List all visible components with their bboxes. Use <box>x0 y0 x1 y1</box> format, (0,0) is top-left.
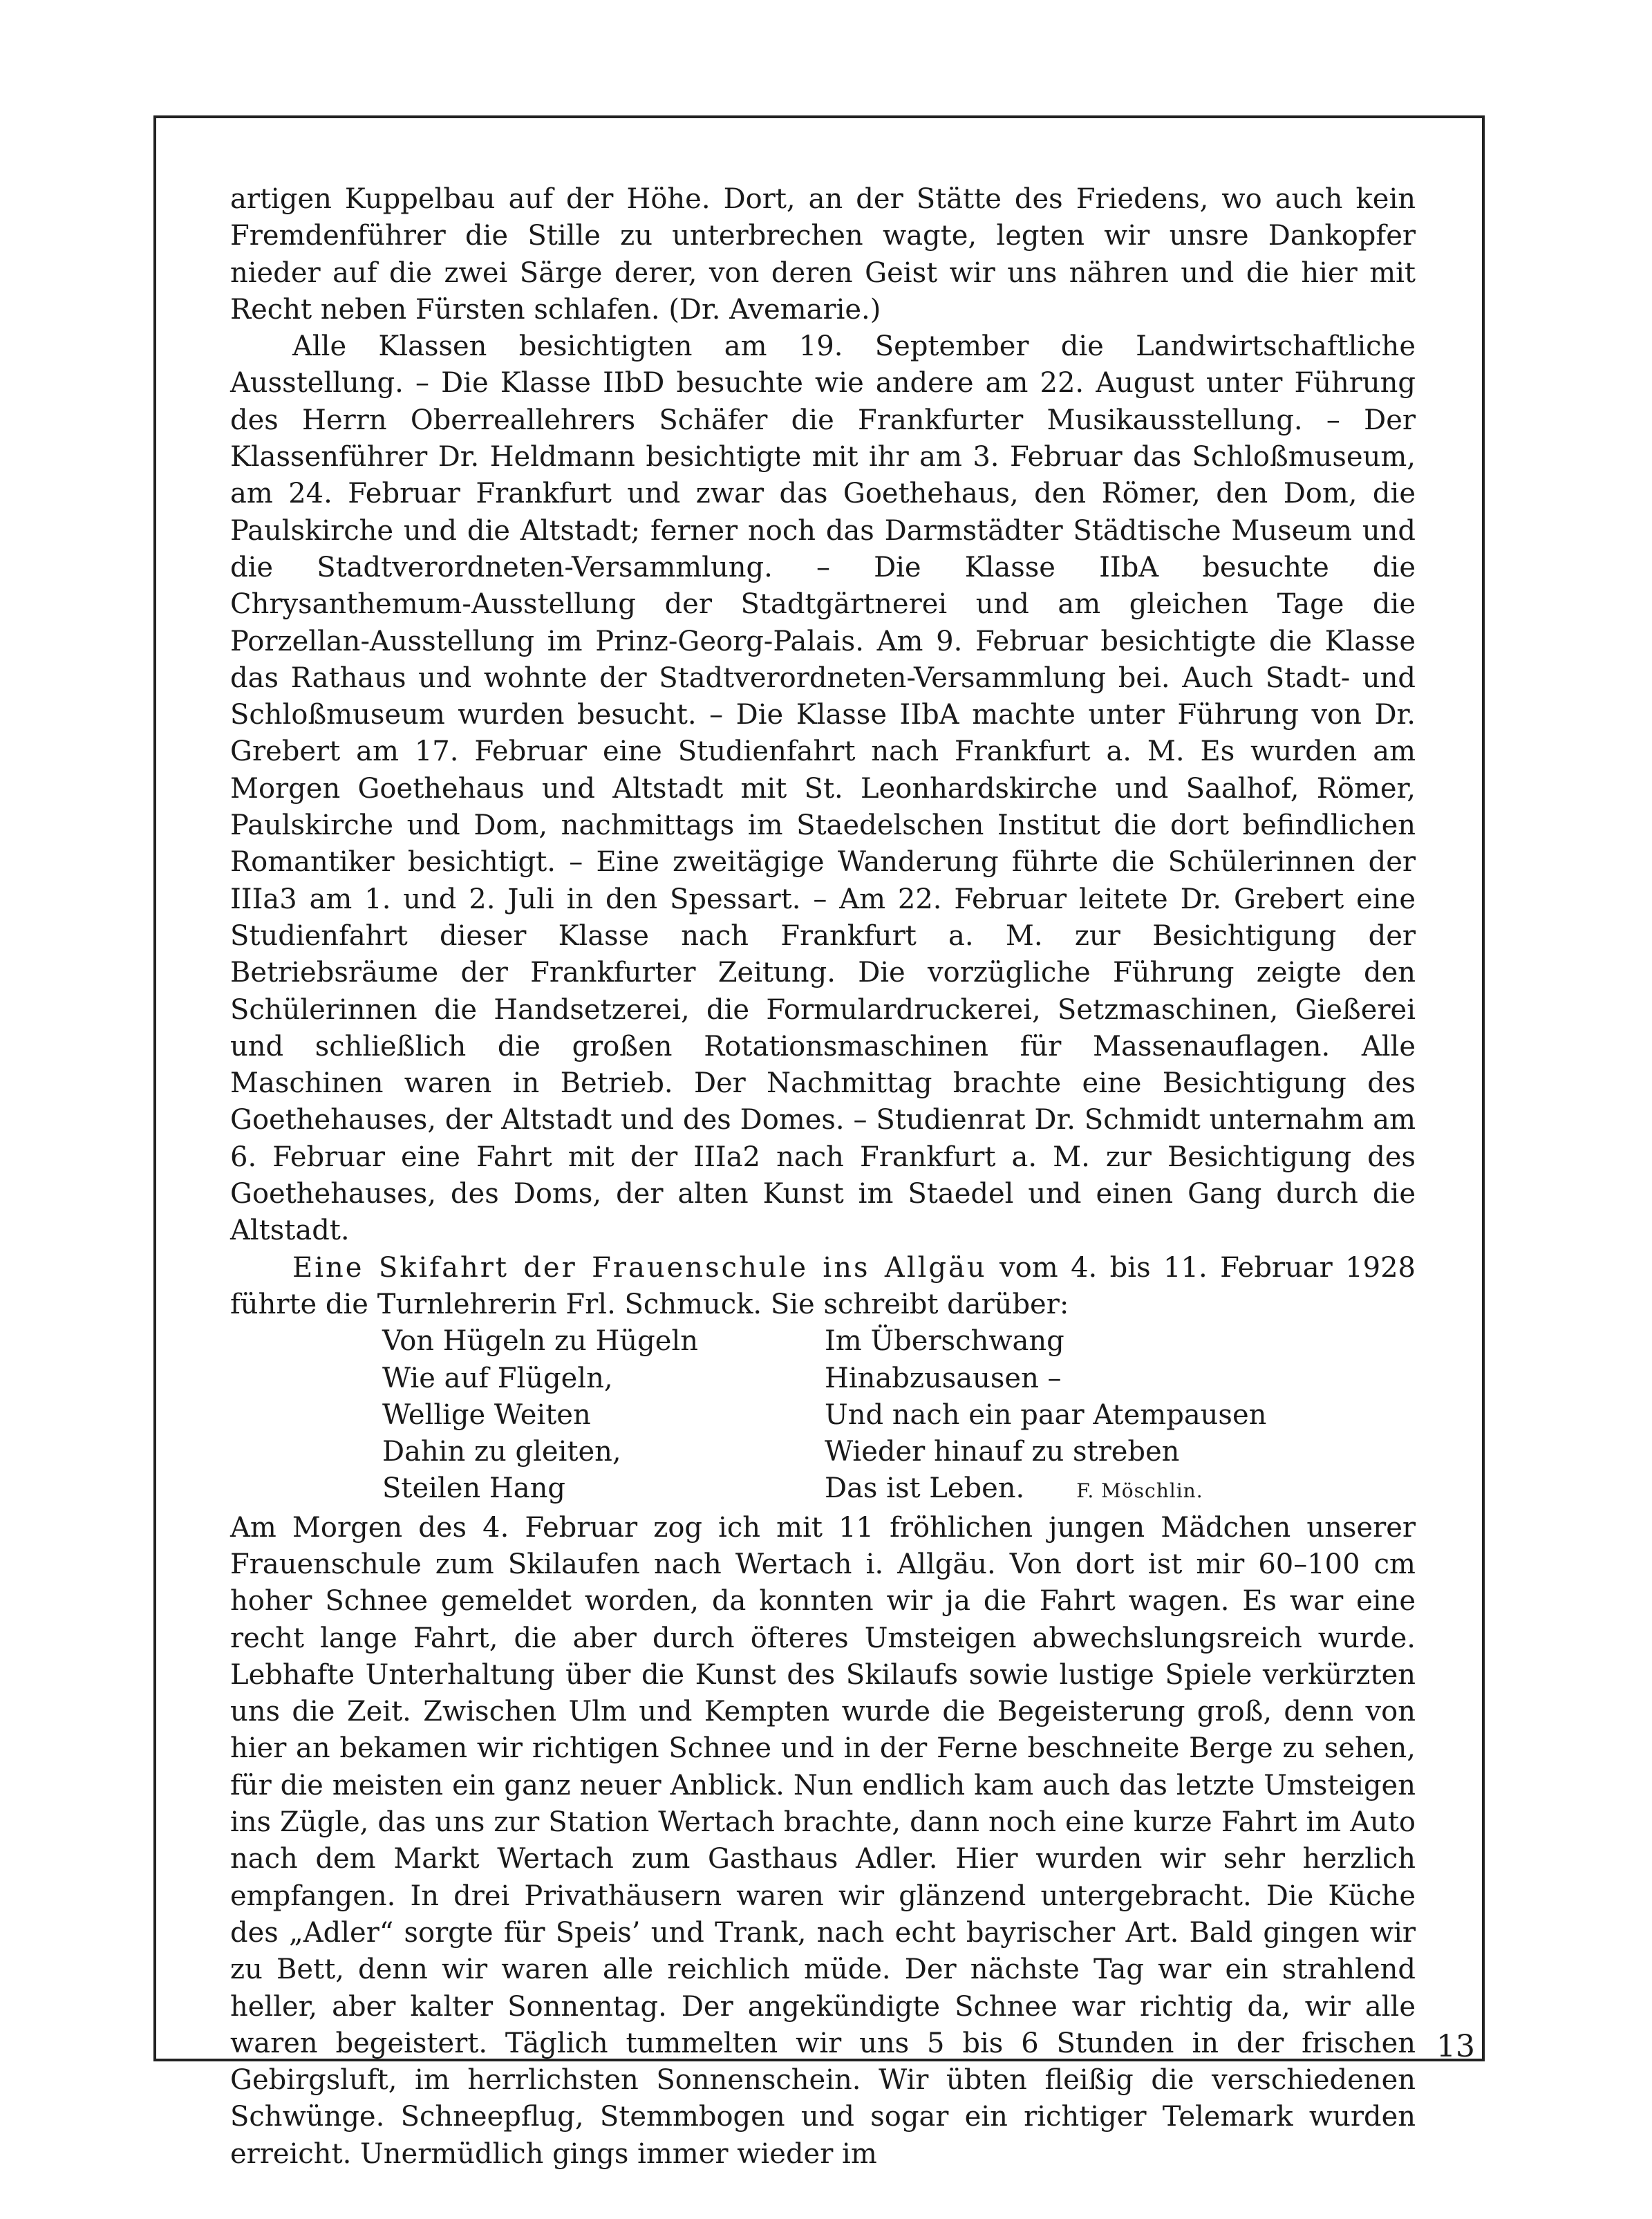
poem-line: Wieder hinauf zu streben <box>825 1436 1180 1468</box>
ski-intro-text: vom 4. bis 11. Februar 1928 führte die Turnlehrerin Frl. Schmuck. Sie schreibt darüber: <box>230 1251 1416 1320</box>
poem-line: Und nach ein paar Atempausen <box>825 1398 1267 1431</box>
poem-line-last <box>825 1470 1266 1509</box>
page-number: 13 <box>1436 2029 1475 2064</box>
poem-line: Das ist Leben. <box>825 1472 1025 1505</box>
poem-line: Steilen Hang <box>382 1472 565 1505</box>
poem-line: Wellige Weiten <box>382 1398 591 1431</box>
poem-line: Im Überschwang <box>825 1325 1064 1358</box>
paragraph-excursions: Alle Klassen besichtigten am 19. September die Landwirtschaftliche Ausstellung. – Die Klasse IIbD besuchte wie andere am 22. August unter Führung des Herrn Oberreallehrers Schäfer die Frankfurter Musikausstellung. – Der Klassenführer Dr. Heldmann besichtigte mit ihr am 3. Februar das Schloßmuseum, am 24. Februar Frankfurt und zwar das Goethehaus, den Römer, den Dom, die Paulskirche und die Altstadt; ferner noch das Darmstädter Städtische Museum und die Stadtverordneten-Versammlung. – Die Klasse IIbA besuchte die Chrysanthemum-Ausstellung der Stadtgärtnerei und am gleichen Tage die Porzellan-Ausstellung im Prinz-Georg-Palais. Am 9. Februar besichtigte die Klasse das Rathaus und wohnte der Stadtverordneten-Versammlung bei. Auch Stadt- und Schloßmuseum wurden besucht. – Die Klasse IIbA machte unter Führung von Dr. Grebert am 17. Februar eine Studienfahrt nach Frankfurt a. M. Es wurden am Morgen Goethehaus und Altstadt mit St. Leonhardskirche und Saalhof, Römer, Paulskirche und Dom, nachmittags im Staedelschen Institut die dort befindlichen Romantiker besichtigt. – Eine zweitägige Wanderung führte die Schülerinnen der IIIa3 am 1. und 2. Juli in den Spessart. – Am 22. Februar leitete Dr. Grebert eine Studienfahrt dieser Klasse nach Frankfurt a. M. zur Besichtigung der Betriebsräume der Frankfurter Zeitung. Die vorzügliche Führung zeigte den Schülerinnen die Handsetzerei, die Formulardruckerei, Setzmaschinen, Gießerei und schließlich die großen Rotationsmaschinen für Massenauflagen. Alle Maschinen waren in Betrieb. Der Nachmittag brachte eine Besichtigung des Goethehauses, der Altstadt und des Domes. – Studienrat Dr. Schmidt unternahm am 6. Februar eine Fahrt mit der IIIa2 nach Frankfurt a. M. zur Besichtigung des Goethehauses, des Doms, der alten Kunst im Staedel und einen Gang durch die Altstadt. <box>230 330 1416 1247</box>
poem-left-column <box>382 1323 825 1509</box>
poem-line: Wie auf Flügeln, <box>382 1362 613 1394</box>
poem-author: F. Möschlin. <box>1076 1479 1203 1503</box>
poem-line: Hinabzusausen – <box>825 1362 1062 1394</box>
paragraph-ski-intro <box>230 1250 1416 1324</box>
document-body <box>230 181 1416 2173</box>
paragraph-continuation: artigen Kuppelbau auf der Höhe. Dort, an der Stätte des Friedens, wo auch kein Fremdenführer die Stille zu unterbrechen wagte, legten wir unsre Dankopfer nieder auf die zwei Särge derer, von deren Geist wir uns nähren und die hier mit Recht neben Fürsten schlafen. (Dr. Avemarie.) <box>230 183 1416 326</box>
paragraph-ski-report: Am Morgen des 4. Februar zog ich mit 11 fröhlichen jungen Mädchen unserer Frauenschule zum Skilaufen nach Wertach i. Allgäu. Von dort ist mir 60–100 cm hoher Schnee gemeldet worden, da konnten wir ja die Fahrt wagen. Es war eine recht lange Fahrt, die aber durch öfteres Umsteigen abwechslungsreich wurde. Lebhafte Unterhaltung über die Kunst des Skilaufs sowie lustige Spiele verkürzten uns die Zeit. Zwischen Ulm und Kempten wurde die Begeisterung groß, denn von hier an bekamen wir richtigen Schnee und in der Ferne beschneite Berge zu sehen, für die meisten ein ganz neuer Anblick. Nun endlich kam auch das letzte Umsteigen ins Zügle, das uns zur Station Wertach brachte, dann noch eine kurze Fahrt im Auto nach dem Markt Wertach zum Gasthaus Adler. Hier wurden wir sehr herzlich empfangen. In drei Privathäusern waren wir glänzend untergebracht. Die Küche des „Adler“ sorgte für Speis’ und Trank, nach echt bayrischer Art. Bald gingen wir zu Bett, denn wir waren alle reichlich müde. Der nächste Tag war ein strahlend heller, aber kalter Sonnentag. Der angekündigte Schnee war richtig da, wir alle waren begeistert. Täglich tummelten wir uns 5 bis 6 Stunden in der frischen Gebirgsluft, im herrlichsten Sonnenschein. Wir übten fleißig die verschiedenen Schwünge. Schneepflug, Stemmbogen und sogar ein richtiger Telemark wurden erreicht. Unermüdlich gings immer wieder im <box>230 1511 1416 2170</box>
poem-line: Dahin zu gleiten, <box>382 1436 621 1468</box>
poem-line: Von Hügeln zu Hügeln <box>382 1325 698 1358</box>
poem-right-column <box>825 1323 1266 1509</box>
poem <box>230 1323 1416 1509</box>
ski-heading: Eine Skifahrt der Frauenschule ins Allgäu <box>292 1251 987 1284</box>
